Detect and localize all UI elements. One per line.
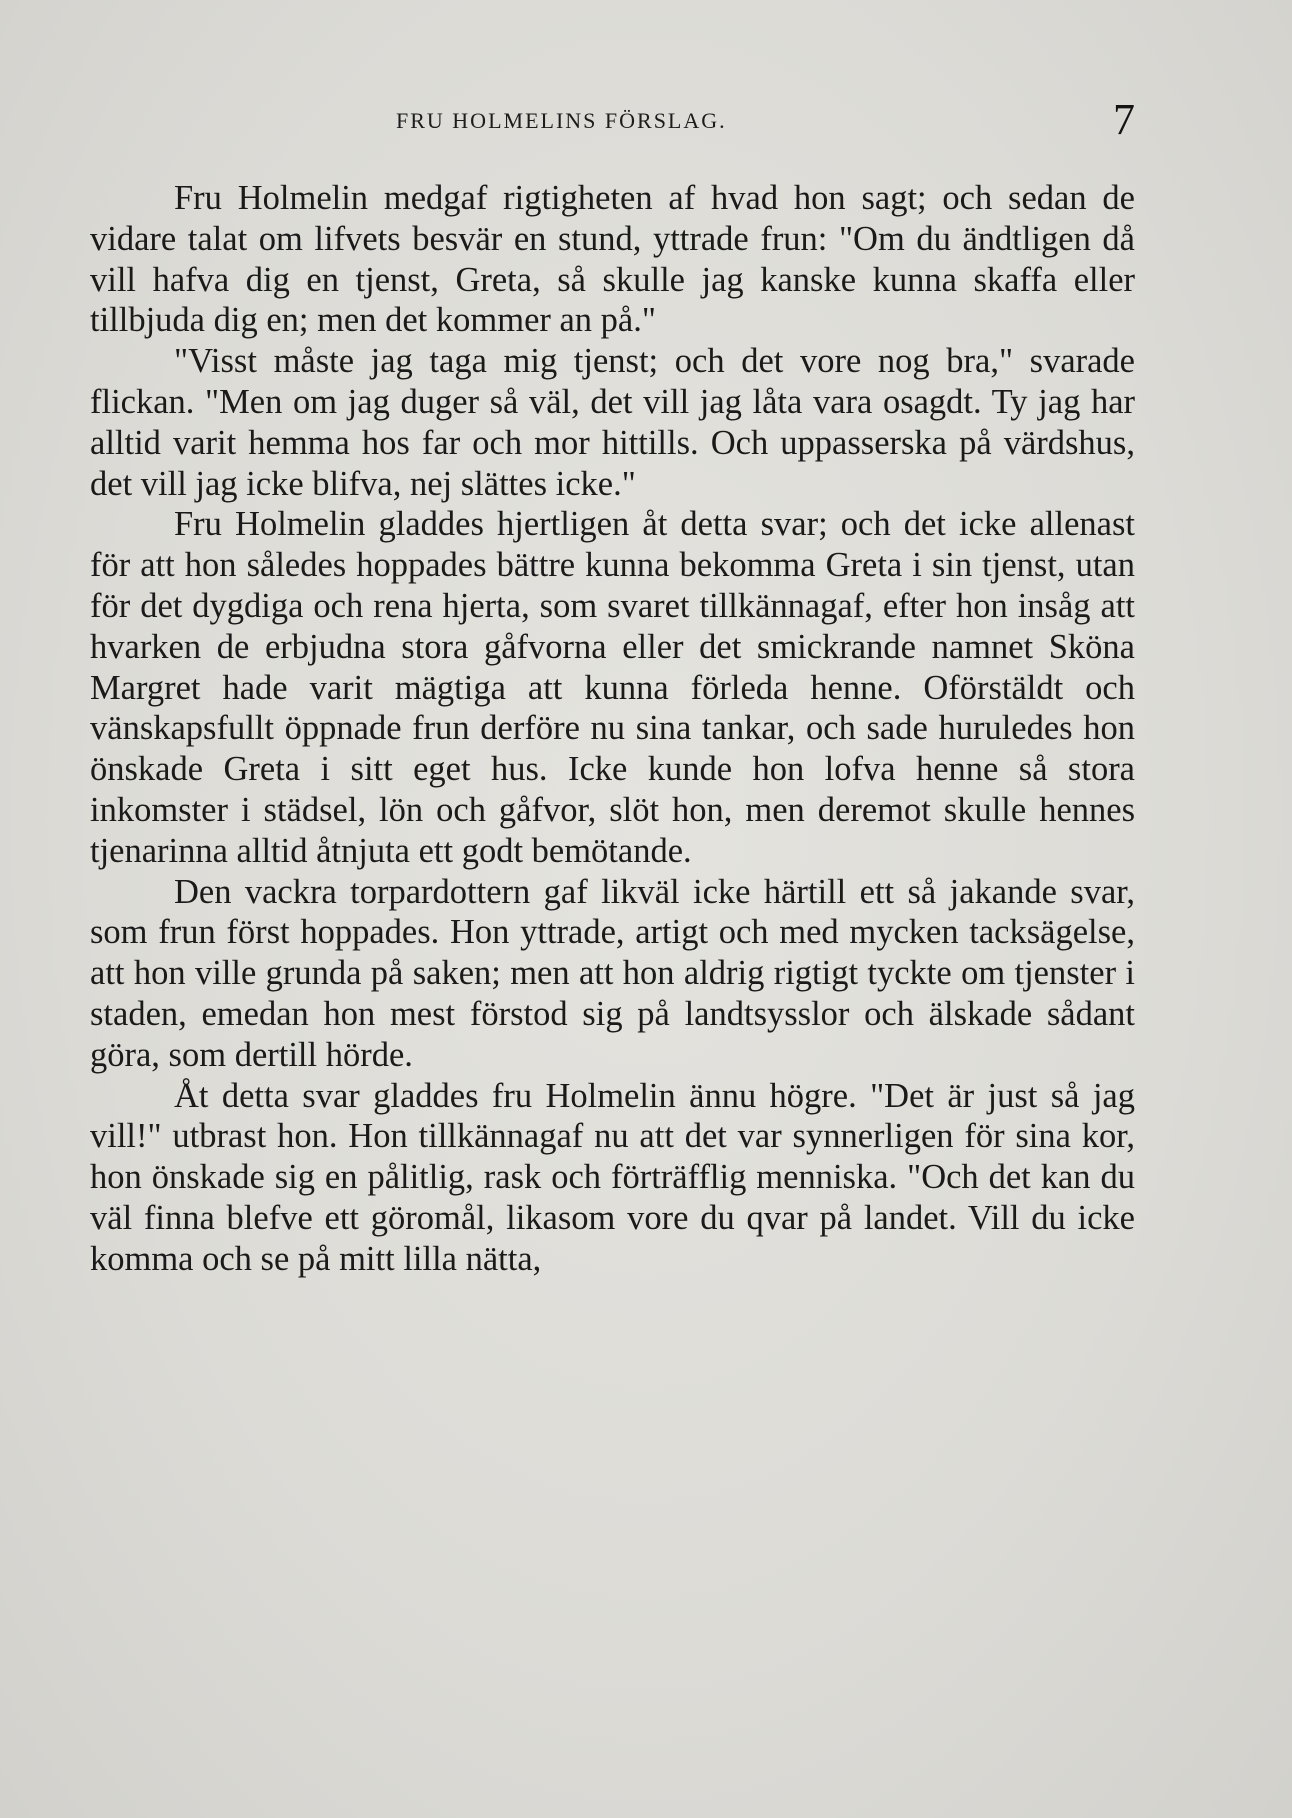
paragraph: "Visst måste jag taga mig tjenst; och det vore nog bra," svarade flickan. "Men om jag duger så väl, det vill jag låta vara osagdt. Ty jag har alltid varit hemma hos far och mor hittills. Och uppasserska på värdshus, det vill jag icke blifva, nej slättes icke." xyxy=(90,342,1135,503)
running-head xyxy=(90,95,1135,144)
paragraph: Fru Holmelin medgaf rigtigheten af hvad hon sagt; och sedan de vidare talat om lifvets besvär en stund, yttrade frun: "Om du ändtligen då vill hafva dig en tjenst, Greta, så skulle jag kanske kunna skaffa eller tillbjuda dig en; men det kommer an på." xyxy=(90,179,1135,340)
paragraph: Fru Holmelin gladdes hjertligen åt detta svar; och det icke allenast för att hon således hoppades bättre kunna bekomma Greta i sin tjenst, utan för det dygdiga och rena hjerta, som svaret tillkännagaf, efter hon insåg att hvarken de erbjudna stora gåfvorna eller det smickrande namnet Sköna Margret hade varit mägtiga att kunna förleda henne. Oförstäldt och vänskapsfullt öppnade frun derföre nu sina tankar, och sade huruledes hon önskade Greta i sitt eget hus. Icke kunde hon lofva henne så stora inkomster i städsel, lön och gåfvor, slöt hon, men deremot skulle hennes tjenarinna alltid åtnjuta ett godt bemötande. xyxy=(90,505,1135,870)
paragraph: Den vackra torpardottern gaf likväl icke härtill ett så jakande svar, som frun först hoppades. Hon yttrade, artigt och med mycken tacksägelse, att hon ville grunda på saken; men att hon aldrig rigtigt tyckte om tjenster i staden, emedan hon mest förstod sig på landtsysslor och älskade sådant göra, som dertill hörde. xyxy=(90,872,1135,1074)
body-text xyxy=(90,178,1135,1280)
paragraph: Åt detta svar gladdes fru Holmelin ännu högre. "Det är just så jag vill!" utbrast hon. Hon tillkännagaf nu att det var synnerligen för sina kor, hon önskade sig en pålitlig, rask och förträfflig menniska. "Och det kan du väl finna blefve ett göromål, likasom vore du qvar på landet. Vill du icke komma och se på mitt lilla nätta, xyxy=(90,1076,1135,1278)
running-title: FRU HOLMELINS FÖRSLAG. xyxy=(396,108,727,133)
page-number: 7 xyxy=(1113,95,1135,144)
